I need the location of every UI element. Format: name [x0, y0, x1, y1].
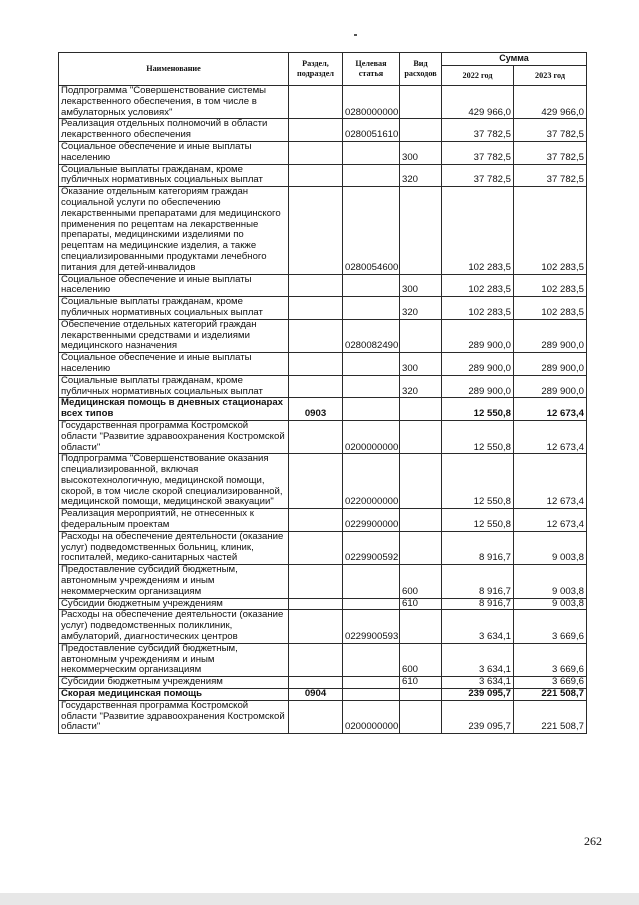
table-body [59, 86, 587, 734]
row-section [289, 164, 343, 187]
row-section [289, 454, 343, 509]
row-vid [400, 119, 442, 142]
page-number: 262 [584, 834, 602, 848]
row-vid: 300 [400, 274, 442, 297]
row-value-2022: 8 916,7 [442, 565, 514, 598]
row-value-2022: 12 550,8 [442, 509, 514, 532]
row-vid [400, 689, 442, 701]
row-target: 0200000000 [343, 700, 400, 733]
row-target: 0229900000 [343, 509, 400, 532]
row-target: 0229900593 [343, 610, 400, 643]
row-section [289, 375, 343, 398]
table-row [59, 119, 587, 142]
row-vid: 320 [400, 164, 442, 187]
row-value-2023: 9 003,8 [514, 531, 587, 564]
table-row [59, 610, 587, 643]
row-value-2022: 289 900,0 [442, 353, 514, 376]
row-name: Оказание отдельным категориям граждан социальной услуги по обеспечению лекарственными препаратами для медицинского применения по рецептам на лекарственные препараты, медицинскими изделиями по рецептам на медицинские изделия, а также специализированными продуктами лечебного питания для детей-инвалидов [59, 187, 289, 274]
row-target [343, 274, 400, 297]
row-name: Обеспечение отдельных категорий граждан лекарственными средствами и изделиями медицинского назначения [59, 319, 289, 352]
row-target [343, 689, 400, 701]
table-row [59, 531, 587, 564]
table-row [59, 141, 587, 164]
table-row [59, 509, 587, 532]
row-target [343, 164, 400, 187]
row-section [289, 187, 343, 274]
row-name: Скорая медицинская помощь [59, 689, 289, 701]
scan-bottom-band [0, 893, 639, 905]
row-target [343, 353, 400, 376]
row-vid [400, 398, 442, 421]
row-value-2022: 102 283,5 [442, 274, 514, 297]
table-row [59, 700, 587, 733]
row-name: Социальное обеспечение и иные выплаты населению [59, 274, 289, 297]
row-name: Предоставление субсидий бюджетным, автономным учреждениям и иным некоммерческим организациям [59, 643, 289, 676]
table-row [59, 319, 587, 352]
row-vid: 320 [400, 297, 442, 320]
row-vid: 300 [400, 141, 442, 164]
row-value-2023: 221 508,7 [514, 689, 587, 701]
row-value-2022: 12 550,8 [442, 420, 514, 453]
header-year-2023: 2023 год [514, 66, 587, 86]
row-name: Реализация отдельных полномочий в области лекарственного обеспечения [59, 119, 289, 142]
row-target [343, 565, 400, 598]
row-vid: 600 [400, 643, 442, 676]
row-name: Социальные выплаты гражданам, кроме публичных нормативных социальных выплат [59, 297, 289, 320]
header-target: Целевая статья [343, 53, 400, 86]
row-value-2022: 3 634,1 [442, 643, 514, 676]
table-row [59, 565, 587, 598]
row-value-2023: 221 508,7 [514, 700, 587, 733]
row-value-2023: 12 673,4 [514, 509, 587, 532]
row-name: Государственная программа Костромской области "Развитие здравоохранения Костромской области" [59, 700, 289, 733]
row-value-2022: 239 095,7 [442, 700, 514, 733]
row-value-2023: 289 900,0 [514, 319, 587, 352]
header-name: Наименование [59, 53, 289, 86]
row-section [289, 643, 343, 676]
row-value-2022: 37 782,5 [442, 141, 514, 164]
table-row [59, 187, 587, 274]
row-section [289, 297, 343, 320]
row-vid [400, 319, 442, 352]
row-name: Социальные выплаты гражданам, кроме публичных нормативных социальных выплат [59, 375, 289, 398]
table-row [59, 86, 587, 119]
row-value-2023: 289 900,0 [514, 353, 587, 376]
table-row [59, 398, 587, 421]
table-row [59, 677, 587, 689]
row-value-2022: 8 916,7 [442, 531, 514, 564]
table-row [59, 274, 587, 297]
table-row [59, 689, 587, 701]
row-value-2022: 37 782,5 [442, 119, 514, 142]
row-value-2023: 37 782,5 [514, 141, 587, 164]
row-target: 0200000000 [343, 420, 400, 453]
row-section [289, 700, 343, 733]
table-row [59, 598, 587, 610]
row-value-2023: 3 669,6 [514, 677, 587, 689]
row-value-2023: 12 673,4 [514, 398, 587, 421]
row-target [343, 375, 400, 398]
row-name: Медицинская помощь в дневных стационарах всех типов [59, 398, 289, 421]
row-value-2023: 102 283,5 [514, 274, 587, 297]
table-row [59, 353, 587, 376]
budget-table [58, 52, 587, 734]
header-section: Раздел, подраздел [289, 53, 343, 86]
row-section [289, 565, 343, 598]
row-section [289, 420, 343, 453]
row-name: Социальное обеспечение и иные выплаты населению [59, 353, 289, 376]
header-sum: Сумма [442, 53, 587, 66]
table-row [59, 164, 587, 187]
row-target: 0229900592 [343, 531, 400, 564]
row-target [343, 398, 400, 421]
row-name: Подпрограмма "Совершенствование оказания специализированной, включая высокотехнологичную, медицинской помощи, скорой, в том числе скорой специализированной, медицинской помощи, медицинской эвакуации" [59, 454, 289, 509]
row-value-2023: 429 966,0 [514, 86, 587, 119]
row-vid [400, 187, 442, 274]
row-target [343, 643, 400, 676]
row-target [343, 141, 400, 164]
row-value-2023: 9 003,8 [514, 598, 587, 610]
row-value-2023: 12 673,4 [514, 420, 587, 453]
row-value-2023: 289 900,0 [514, 375, 587, 398]
row-target: 0280000000 [343, 86, 400, 119]
row-section [289, 677, 343, 689]
row-value-2023: 12 673,4 [514, 454, 587, 509]
row-value-2022: 102 283,5 [442, 187, 514, 274]
row-vid [400, 454, 442, 509]
row-section [289, 610, 343, 643]
row-vid: 610 [400, 598, 442, 610]
header-year-2022: 2022 год [442, 66, 514, 86]
table-row [59, 297, 587, 320]
row-value-2022: 289 900,0 [442, 319, 514, 352]
row-section [289, 531, 343, 564]
row-value-2022: 3 634,1 [442, 677, 514, 689]
row-name: Социальные выплаты гражданам, кроме публичных нормативных социальных выплат [59, 164, 289, 187]
row-value-2023: 9 003,8 [514, 565, 587, 598]
row-value-2023: 102 283,5 [514, 297, 587, 320]
row-vid [400, 86, 442, 119]
row-target [343, 297, 400, 320]
row-name: Расходы на обеспечение деятельности (оказание услуг) подведомственных поликлиник, амбулаторий, диагностических центров [59, 610, 289, 643]
row-value-2022: 289 900,0 [442, 375, 514, 398]
row-section [289, 119, 343, 142]
row-target: 0280082490 [343, 319, 400, 352]
row-target [343, 598, 400, 610]
row-value-2023: 37 782,5 [514, 119, 587, 142]
row-value-2023: 3 669,6 [514, 610, 587, 643]
row-vid: 610 [400, 677, 442, 689]
row-value-2022: 12 550,8 [442, 398, 514, 421]
row-value-2022: 12 550,8 [442, 454, 514, 509]
row-target: 0280054600 [343, 187, 400, 274]
row-name: Предоставление субсидий бюджетным, автономным учреждениям и иным некоммерческим организациям [59, 565, 289, 598]
table-row [59, 454, 587, 509]
row-target: 0220000000 [343, 454, 400, 509]
row-value-2023: 37 782,5 [514, 164, 587, 187]
row-vid [400, 531, 442, 564]
table-row [59, 643, 587, 676]
row-name: Подпрограмма "Совершенствование системы лекарственного обеспечения, в том числе в амбулаторных условиях" [59, 86, 289, 119]
table-row [59, 375, 587, 398]
row-name: Государственная программа Костромской области "Развитие здравоохранения Костромской области" [59, 420, 289, 453]
row-value-2022: 429 966,0 [442, 86, 514, 119]
row-value-2022: 239 095,7 [442, 689, 514, 701]
row-vid: 300 [400, 353, 442, 376]
row-section [289, 141, 343, 164]
row-section [289, 598, 343, 610]
scan-mark [354, 34, 357, 36]
row-section [289, 319, 343, 352]
row-value-2022: 3 634,1 [442, 610, 514, 643]
row-name: Субсидии бюджетным учреждениям [59, 598, 289, 610]
row-value-2023: 3 669,6 [514, 643, 587, 676]
row-vid [400, 700, 442, 733]
row-value-2022: 37 782,5 [442, 164, 514, 187]
row-section: 0904 [289, 689, 343, 701]
row-name: Социальное обеспечение и иные выплаты населению [59, 141, 289, 164]
row-value-2022: 8 916,7 [442, 598, 514, 610]
row-name: Расходы на обеспечение деятельности (оказание услуг) подведомственных больниц, клиник, госпиталей, медико-санитарных частей [59, 531, 289, 564]
row-target: 0280051610 [343, 119, 400, 142]
row-section [289, 509, 343, 532]
row-section [289, 86, 343, 119]
row-vid [400, 420, 442, 453]
row-vid: 600 [400, 565, 442, 598]
table-header-row [59, 53, 587, 66]
row-section: 0903 [289, 398, 343, 421]
table-row [59, 420, 587, 453]
header-vid: Вид расходов [400, 53, 442, 86]
row-target [343, 677, 400, 689]
row-vid [400, 509, 442, 532]
row-vid: 320 [400, 375, 442, 398]
row-vid [400, 610, 442, 643]
row-value-2023: 102 283,5 [514, 187, 587, 274]
row-name: Реализация мероприятий, не отнесенных к федеральным проектам [59, 509, 289, 532]
row-value-2022: 102 283,5 [442, 297, 514, 320]
row-name: Субсидии бюджетным учреждениям [59, 677, 289, 689]
row-section [289, 353, 343, 376]
row-section [289, 274, 343, 297]
